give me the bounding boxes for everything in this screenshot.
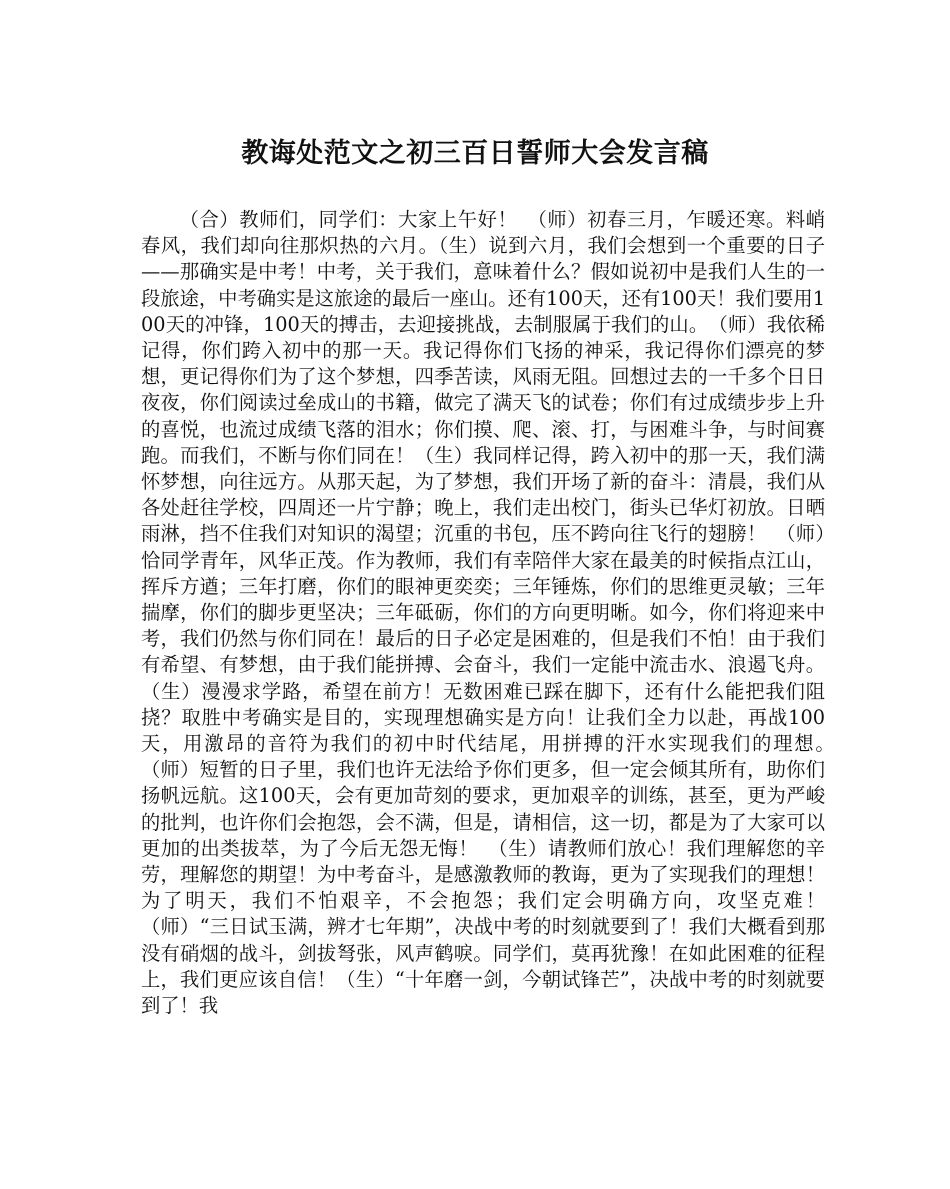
document-title: 教诲处范文之初三百日誓师大会发言稿 — [241, 138, 709, 169]
document-body-text: （合）教师们，同学们：大家上午好！ （师）初春三月，乍暖还寒。料峭春风，我们却向往那炽热的六月。（生）说到六月，我们会想到一个重要的日子——那确实是中考！中考，关于我们，意味着什么？假如说初中是我们人生的一段旅途，中考确实是这旅途的最后一座山。还有100天，还有100天！我们要用100天的冲锋，100天的搏击，去迎接挑战，去制服属于我们的山。 （师）我依稀记得，你们跨入初中的那一天。我记得你们飞扬的神采，我记得你们漂亮的梦想，更记得你们为了这个梦想，四季苦读，风雨无阻。回想过去的一千多个日日夜夜，你们阅读过垒成山的书籍，做完了满天飞的试卷；你们有过成绩步步上升的喜悦，也流过成绩飞落的泪水；你们摸、爬、滚、打，与困难斗争，与时间赛跑。而我们，不断与你们同在！（生）我同样记得，跨入初中的那一天，我们满怀梦想，向往远方。从那天起，为了梦想，我们开场了新的奋斗：清晨，我们从各处赶往学校，四周还一片宁静；晚上，我们走出校门，街头已华灯初放。日晒雨淋，挡不住我们对知识的渴望；沉重的书包，压不跨向往飞行的翅膀！ （师）恰同学青年，风华正茂。作为教师，我们有幸陪伴大家在最美的时候指点江山，挥斥方遒；三年打磨，你们的眼神更奕奕；三年锤炼，你们的思维更灵敏；三年揣摩，你们的脚步更坚决；三年砥砺，你们的方向更明晰。如今，你们将迎来中考，我们仍然与你们同在！最后的日子必定是困难的，但是我们不怕！由于我们有希望、有梦想，由于我们能拼搏、会奋斗，我们一定能中流击水、浪遏飞舟。（生）漫漫求学路，希望在前方！无数困难已踩在脚下，还有什么能把我们阻挠？取胜中考确实是目的，实现理想确实是方向！让我们全力以赴，再战100天，用激昂的音符为我们的初中时代结尾，用拼搏的汗水实现我们的理想。 （师）短暂的日子里，我们也许无法给予你们更多，但一定会倾其所有，助你们扬帆远航。这100天，会有更加苛刻的要求，更加艰辛的训练，甚至，更为严峻的批判，也许你们会抱怨，会不满，但是，请相信，这一切，都是为了大家可以更加的出类拔萃，为了今后无怨无悔！ （生）请教师们放心！我们理解您的辛劳，理解您的期望！为中考奋斗，是感激教师的教诲，更为了实现我们的理想！为了明天，我们不怕艰辛，不会抱怨；我们定会明确方向，攻坚克难！ （师）“三日试玉满，辨才七年期”，决战中考的时刻就要到了！我们大概看到那没有硝烟的战斗，剑拔弩张，风声鹤唳。同学们，莫再犹豫！在如此困难的征程上，我们更应该自信！（生）“十年磨一剑，今朝试锋芒”，决战中考的时刻就要到了！我 — [141, 208, 845, 1018]
